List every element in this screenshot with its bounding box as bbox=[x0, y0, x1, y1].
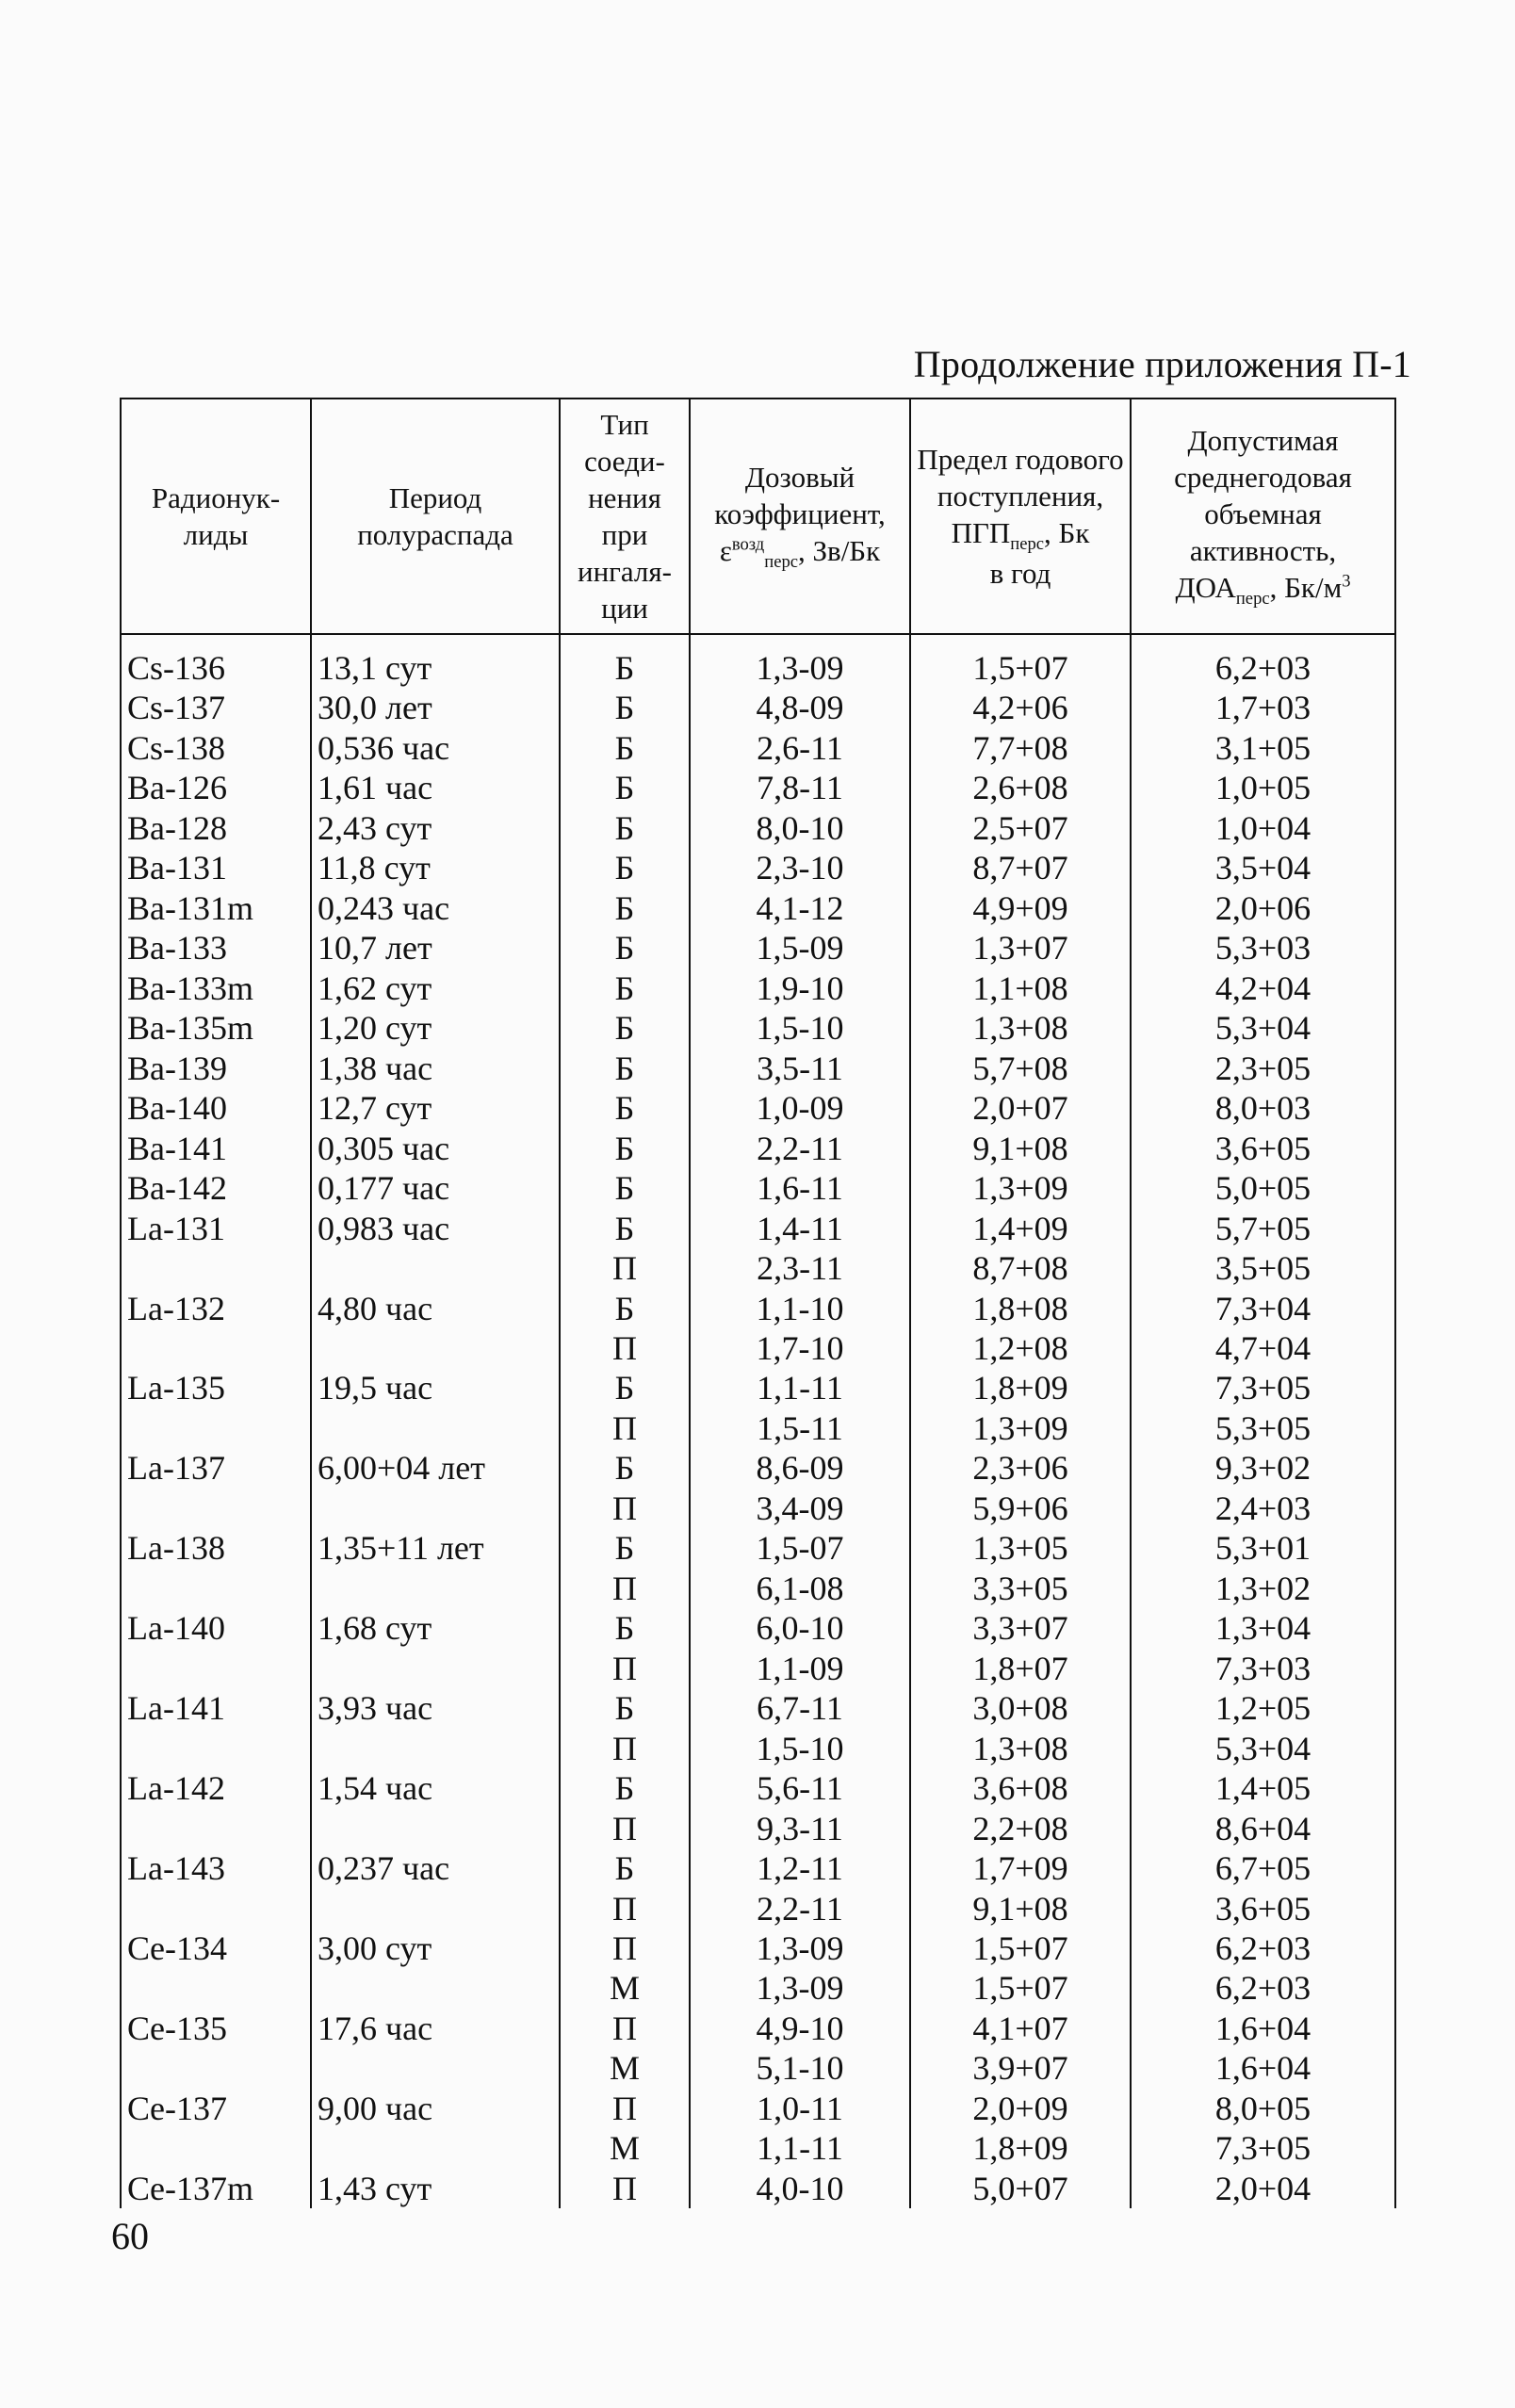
header-half-life: Период полураспада bbox=[311, 399, 560, 634]
compound-type-cell: Б bbox=[560, 1129, 690, 1168]
compound-type-cell: Б bbox=[560, 1688, 690, 1728]
allowed-activity-cell: 3,6+05 bbox=[1131, 1889, 1395, 1928]
half-life-cell: 10,7 лет bbox=[311, 928, 560, 968]
dose-coefficient-cell: 1,6-11 bbox=[690, 1168, 910, 1208]
half-life-cell: 17,6 час bbox=[311, 2009, 560, 2048]
compound-type-cell: М bbox=[560, 2128, 690, 2168]
nuclide-cell: Ce-134 bbox=[121, 1928, 311, 1968]
intake-limit-cell: 4,2+06 bbox=[910, 688, 1131, 727]
dose-coefficient-cell: 3,5-11 bbox=[690, 1049, 910, 1088]
compound-type-cell: Б bbox=[560, 1448, 690, 1488]
allowed-activity-cell: 3,6+05 bbox=[1131, 1129, 1395, 1168]
compound-type-cell: М bbox=[560, 2048, 690, 2088]
nuclide-cell bbox=[121, 1889, 311, 1928]
compound-type-cell: П bbox=[560, 1649, 690, 1688]
table-row bbox=[121, 1968, 1395, 2008]
table-row bbox=[121, 2128, 1395, 2168]
half-life-cell bbox=[311, 1489, 560, 1528]
intake-limit-cell: 5,7+08 bbox=[910, 1049, 1131, 1088]
table-row bbox=[121, 1408, 1395, 1448]
table-header bbox=[121, 399, 1395, 634]
compound-type-cell: П bbox=[560, 1408, 690, 1448]
half-life-cell: 1,61 час bbox=[311, 768, 560, 807]
nuclide-cell: Ba-128 bbox=[121, 808, 311, 848]
intake-limit-cell: 2,2+08 bbox=[910, 1809, 1131, 1848]
allowed-activity-cell: 3,5+04 bbox=[1131, 848, 1395, 887]
half-life-cell bbox=[311, 1569, 560, 1608]
dose-coefficient-cell: 6,7-11 bbox=[690, 1688, 910, 1728]
allowed-activity-cell: 2,0+06 bbox=[1131, 888, 1395, 928]
table-row bbox=[121, 808, 1395, 848]
table-row bbox=[121, 1928, 1395, 1968]
allowed-activity-cell: 7,3+05 bbox=[1131, 1368, 1395, 1407]
allowed-activity-cell: 9,3+02 bbox=[1131, 1448, 1395, 1488]
doa-header-sub: перс bbox=[1235, 589, 1270, 610]
dose-coefficient-cell: 3,4-09 bbox=[690, 1489, 910, 1528]
half-life-cell bbox=[311, 1729, 560, 1768]
compound-type-cell: Б bbox=[560, 1008, 690, 1048]
allowed-activity-cell: 1,6+04 bbox=[1131, 2009, 1395, 2048]
allowed-activity-cell: 2,4+03 bbox=[1131, 1489, 1395, 1528]
nuclide-cell bbox=[121, 1809, 311, 1848]
intake-limit-cell: 1,5+07 bbox=[910, 634, 1131, 688]
allowed-activity-cell: 6,2+03 bbox=[1131, 634, 1395, 688]
nuclide-cell: La-142 bbox=[121, 1768, 311, 1808]
allowed-activity-cell: 4,2+04 bbox=[1131, 968, 1395, 1008]
half-life-cell: 1,43 сут bbox=[311, 2169, 560, 2208]
table-row bbox=[121, 1368, 1395, 1407]
dose-coefficient-cell: 1,4-11 bbox=[690, 1209, 910, 1248]
allowed-activity-cell: 7,3+05 bbox=[1131, 2128, 1395, 2168]
half-life-cell bbox=[311, 1328, 560, 1368]
limit-header-sub: перс bbox=[1010, 533, 1045, 554]
nuclide-cell: Ba-135m bbox=[121, 1008, 311, 1048]
table-row bbox=[121, 1569, 1395, 1608]
allowed-activity-cell: 1,3+04 bbox=[1131, 1608, 1395, 1648]
table-row bbox=[121, 1489, 1395, 1528]
nuclide-cell: La-131 bbox=[121, 1209, 311, 1248]
allowed-activity-cell: 7,3+04 bbox=[1131, 1289, 1395, 1328]
compound-type-cell: П bbox=[560, 2169, 690, 2208]
nuclide-cell bbox=[121, 1569, 311, 1608]
compound-type-cell: П bbox=[560, 1328, 690, 1368]
allowed-activity-cell: 7,3+03 bbox=[1131, 1649, 1395, 1688]
allowed-activity-cell: 6,2+03 bbox=[1131, 1968, 1395, 2008]
allowed-activity-cell: 1,6+04 bbox=[1131, 2048, 1395, 2088]
intake-limit-cell: 1,8+09 bbox=[910, 1368, 1131, 1407]
table-caption: Продолжение приложения П-1 bbox=[913, 343, 1411, 385]
table-row bbox=[121, 1848, 1395, 1888]
allowed-activity-cell: 1,4+05 bbox=[1131, 1768, 1395, 1808]
nuclide-cell: Ba-131 bbox=[121, 848, 311, 887]
limit-header-tail: в год bbox=[989, 557, 1051, 591]
nuclide-cell: Ba-126 bbox=[121, 768, 311, 807]
nuclide-cell: Ba-140 bbox=[121, 1088, 311, 1128]
intake-limit-cell: 5,0+07 bbox=[910, 2169, 1131, 2208]
dose-coefficient-cell: 2,6-11 bbox=[690, 728, 910, 768]
allowed-activity-cell: 5,3+03 bbox=[1131, 928, 1395, 968]
nuclide-cell: Cs-136 bbox=[121, 634, 311, 688]
compound-type-cell: Б bbox=[560, 1289, 690, 1328]
dose-header-sup: возд bbox=[731, 534, 765, 555]
compound-type-cell: М bbox=[560, 1968, 690, 2008]
intake-limit-cell: 8,7+07 bbox=[910, 848, 1131, 887]
half-life-cell: 1,38 час bbox=[311, 1049, 560, 1088]
intake-limit-cell: 3,3+05 bbox=[910, 1569, 1131, 1608]
table-row bbox=[121, 728, 1395, 768]
limit-header-main: Предел годового поступления, bbox=[917, 442, 1124, 513]
nuclide-cell: Cs-137 bbox=[121, 688, 311, 727]
table-row bbox=[121, 1608, 1395, 1648]
allowed-activity-cell: 1,7+03 bbox=[1131, 688, 1395, 727]
half-life-cell: 19,5 час bbox=[311, 1368, 560, 1407]
intake-limit-cell: 1,7+09 bbox=[910, 1848, 1131, 1888]
intake-limit-cell: 1,4+09 bbox=[910, 1209, 1131, 1248]
half-life-cell: 13,1 сут bbox=[311, 634, 560, 688]
intake-limit-cell: 1,3+07 bbox=[910, 928, 1131, 968]
table-row bbox=[121, 1289, 1395, 1328]
half-life-cell bbox=[311, 1408, 560, 1448]
dose-coefficient-cell: 1,7-10 bbox=[690, 1328, 910, 1368]
intake-limit-cell: 1,3+08 bbox=[910, 1729, 1131, 1768]
nuclide-cell: La-140 bbox=[121, 1608, 311, 1648]
allowed-activity-cell: 3,1+05 bbox=[1131, 728, 1395, 768]
compound-type-cell: Б bbox=[560, 1768, 690, 1808]
intake-limit-cell: 3,3+07 bbox=[910, 1608, 1131, 1648]
allowed-activity-cell: 5,3+04 bbox=[1131, 1729, 1395, 1768]
dose-coefficient-cell: 1,5-11 bbox=[690, 1408, 910, 1448]
nuclide-cell: Ba-142 bbox=[121, 1168, 311, 1208]
table-row bbox=[121, 1809, 1395, 1848]
nuclide-cell bbox=[121, 2128, 311, 2168]
dose-coefficient-cell: 1,3-09 bbox=[690, 1968, 910, 2008]
compound-type-cell: Б bbox=[560, 1168, 690, 1208]
table-row bbox=[121, 1448, 1395, 1488]
table-row bbox=[121, 848, 1395, 887]
nuclide-cell: La-143 bbox=[121, 1848, 311, 1888]
compound-type-cell: Б bbox=[560, 888, 690, 928]
header-compound-type: Тип соеди-нения при ингаля-ции bbox=[560, 399, 690, 634]
table-row bbox=[121, 688, 1395, 727]
table-row bbox=[121, 928, 1395, 968]
half-life-cell: 9,00 час bbox=[311, 2089, 560, 2128]
intake-limit-cell: 1,2+08 bbox=[910, 1328, 1131, 1368]
table-row bbox=[121, 1129, 1395, 1168]
dose-coefficient-cell: 2,3-10 bbox=[690, 848, 910, 887]
half-life-cell: 6,00+04 лет bbox=[311, 1448, 560, 1488]
dose-coefficient-cell: 9,3-11 bbox=[690, 1809, 910, 1848]
nuclide-cell bbox=[121, 1649, 311, 1688]
half-life-cell: 0,243 час bbox=[311, 888, 560, 928]
dose-coefficient-cell: 1,9-10 bbox=[690, 968, 910, 1008]
compound-type-cell: П bbox=[560, 2009, 690, 2048]
dose-header-main: Дозовый коэффициент, bbox=[714, 461, 886, 531]
dose-coefficient-cell: 1,5-10 bbox=[690, 1008, 910, 1048]
nuclide-cell: La-137 bbox=[121, 1448, 311, 1488]
compound-type-cell: Б bbox=[560, 1088, 690, 1128]
nuclide-cell: La-135 bbox=[121, 1368, 311, 1407]
dose-coefficient-cell: 8,0-10 bbox=[690, 808, 910, 848]
half-life-cell bbox=[311, 1649, 560, 1688]
compound-type-cell: Б bbox=[560, 728, 690, 768]
nuclide-cell: Ba-131m bbox=[121, 888, 311, 928]
nuclide-cell: La-141 bbox=[121, 1688, 311, 1728]
table-row bbox=[121, 888, 1395, 928]
compound-type-cell: Б bbox=[560, 968, 690, 1008]
compound-type-cell: П bbox=[560, 1569, 690, 1608]
intake-limit-cell: 3,0+08 bbox=[910, 1688, 1131, 1728]
half-life-cell: 1,20 сут bbox=[311, 1008, 560, 1048]
dose-coefficient-cell: 5,6-11 bbox=[690, 1768, 910, 1808]
allowed-activity-cell: 5,3+01 bbox=[1131, 1528, 1395, 1568]
doa-header-abbr: ДОА bbox=[1175, 571, 1236, 605]
table-row bbox=[121, 1729, 1395, 1768]
radionuclide-table bbox=[120, 398, 1396, 2208]
dose-coefficient-cell: 4,0-10 bbox=[690, 2169, 910, 2208]
dose-header-eps: ε bbox=[719, 534, 732, 568]
dose-coefficient-cell: 1,1-11 bbox=[690, 2128, 910, 2168]
nuclide-cell: Cs-138 bbox=[121, 728, 311, 768]
allowed-activity-cell: 8,0+05 bbox=[1131, 2089, 1395, 2128]
dose-coefficient-cell: 4,8-09 bbox=[690, 688, 910, 727]
allowed-activity-cell: 1,2+05 bbox=[1131, 1688, 1395, 1728]
nuclide-cell: Ba-139 bbox=[121, 1049, 311, 1088]
table-row bbox=[121, 1088, 1395, 1128]
nuclide-cell: Ba-141 bbox=[121, 1129, 311, 1168]
intake-limit-cell: 7,7+08 bbox=[910, 728, 1131, 768]
table-row bbox=[121, 1168, 1395, 1208]
table-row bbox=[121, 768, 1395, 807]
compound-type-cell: Б bbox=[560, 768, 690, 807]
intake-limit-cell: 4,1+07 bbox=[910, 2009, 1131, 2048]
table-row bbox=[121, 2089, 1395, 2128]
dose-coefficient-cell: 1,1-09 bbox=[690, 1649, 910, 1688]
half-life-cell: 2,43 сут bbox=[311, 808, 560, 848]
half-life-cell: 1,54 час bbox=[311, 1768, 560, 1808]
intake-limit-cell: 2,5+07 bbox=[910, 808, 1131, 848]
allowed-activity-cell: 1,0+05 bbox=[1131, 768, 1395, 807]
dose-coefficient-cell: 1,5-10 bbox=[690, 1729, 910, 1768]
compound-type-cell: П bbox=[560, 2089, 690, 2128]
half-life-cell bbox=[311, 1889, 560, 1928]
dose-coefficient-cell: 5,1-10 bbox=[690, 2048, 910, 2088]
header-annual-intake-limit bbox=[910, 399, 1131, 634]
compound-type-cell: Б bbox=[560, 634, 690, 688]
intake-limit-cell: 2,6+08 bbox=[910, 768, 1131, 807]
dose-coefficient-cell: 1,5-07 bbox=[690, 1528, 910, 1568]
intake-limit-cell: 1,8+08 bbox=[910, 1289, 1131, 1328]
intake-limit-cell: 1,5+07 bbox=[910, 1928, 1131, 1968]
allowed-activity-cell: 5,7+05 bbox=[1131, 1209, 1395, 1248]
compound-type-cell: П bbox=[560, 1248, 690, 1288]
nuclide-cell: Ba-133 bbox=[121, 928, 311, 968]
intake-limit-cell: 2,3+06 bbox=[910, 1448, 1131, 1488]
half-life-cell: 3,00 сут bbox=[311, 1928, 560, 1968]
intake-limit-cell: 9,1+08 bbox=[910, 1129, 1131, 1168]
compound-type-cell: Б bbox=[560, 688, 690, 727]
intake-limit-cell: 1,3+05 bbox=[910, 1528, 1131, 1568]
allowed-activity-cell: 8,6+04 bbox=[1131, 1809, 1395, 1848]
allowed-activity-cell: 6,7+05 bbox=[1131, 1848, 1395, 1888]
half-life-cell: 0,177 час bbox=[311, 1168, 560, 1208]
allowed-activity-cell: 1,3+02 bbox=[1131, 1569, 1395, 1608]
compound-type-cell: Б bbox=[560, 1608, 690, 1648]
compound-type-cell: П bbox=[560, 1889, 690, 1928]
allowed-activity-cell: 1,0+04 bbox=[1131, 808, 1395, 848]
table-row bbox=[121, 1248, 1395, 1288]
table-row bbox=[121, 1688, 1395, 1728]
doa-header-sup: 3 bbox=[1342, 571, 1351, 592]
header-allowed-activity bbox=[1131, 399, 1395, 634]
table-row bbox=[121, 634, 1395, 688]
allowed-activity-cell: 2,3+05 bbox=[1131, 1049, 1395, 1088]
half-life-cell: 0,983 час bbox=[311, 1209, 560, 1248]
compound-type-cell: П bbox=[560, 1928, 690, 1968]
dose-coefficient-cell: 1,0-09 bbox=[690, 1088, 910, 1128]
nuclide-cell: Ce-135 bbox=[121, 2009, 311, 2048]
compound-type-cell: П bbox=[560, 1729, 690, 1768]
table-row bbox=[121, 2048, 1395, 2088]
compound-type-cell: Б bbox=[560, 1209, 690, 1248]
dose-coefficient-cell: 2,3-11 bbox=[690, 1248, 910, 1288]
table-row bbox=[121, 1049, 1395, 1088]
half-life-cell bbox=[311, 1968, 560, 2008]
half-life-cell: 12,7 сут bbox=[311, 1088, 560, 1128]
dose-coefficient-cell: 4,1-12 bbox=[690, 888, 910, 928]
half-life-cell: 0,536 час bbox=[311, 728, 560, 768]
table-row bbox=[121, 968, 1395, 1008]
nuclide-cell: La-132 bbox=[121, 1289, 311, 1328]
half-life-cell bbox=[311, 2128, 560, 2168]
table-row bbox=[121, 1768, 1395, 1808]
table-row bbox=[121, 2009, 1395, 2048]
nuclide-cell: Ce-137 bbox=[121, 2089, 311, 2128]
dose-header-unit: , Зв/Бк bbox=[798, 534, 881, 568]
allowed-activity-cell: 5,0+05 bbox=[1131, 1168, 1395, 1208]
table-row bbox=[121, 1209, 1395, 1248]
dose-coefficient-cell: 1,1-10 bbox=[690, 1289, 910, 1328]
intake-limit-cell: 1,5+07 bbox=[910, 1968, 1131, 2008]
half-life-cell: 4,80 час bbox=[311, 1289, 560, 1328]
half-life-cell: 30,0 лет bbox=[311, 688, 560, 727]
allowed-activity-cell: 6,2+03 bbox=[1131, 1928, 1395, 1968]
dose-coefficient-cell: 6,0-10 bbox=[690, 1608, 910, 1648]
doa-header-main: Допустимая среднегодовая объемная активность, bbox=[1174, 424, 1352, 568]
intake-limit-cell: 2,0+07 bbox=[910, 1088, 1131, 1128]
nuclide-cell bbox=[121, 1408, 311, 1448]
limit-header-unit: , Бк bbox=[1044, 515, 1090, 549]
half-life-cell bbox=[311, 2048, 560, 2088]
intake-limit-cell: 3,9+07 bbox=[910, 2048, 1131, 2088]
dose-coefficient-cell: 1,3-09 bbox=[690, 1928, 910, 1968]
nuclide-cell bbox=[121, 1489, 311, 1528]
compound-type-cell: Б bbox=[560, 1049, 690, 1088]
table-body bbox=[121, 634, 1395, 2208]
dose-coefficient-cell: 8,6-09 bbox=[690, 1448, 910, 1488]
nuclide-cell: La-138 bbox=[121, 1528, 311, 1568]
intake-limit-cell: 9,1+08 bbox=[910, 1889, 1131, 1928]
dose-coefficient-cell: 7,8-11 bbox=[690, 768, 910, 807]
intake-limit-cell: 1,8+09 bbox=[910, 2128, 1131, 2168]
intake-limit-cell: 1,1+08 bbox=[910, 968, 1131, 1008]
table-row bbox=[121, 2169, 1395, 2208]
dose-coefficient-cell: 1,1-11 bbox=[690, 1368, 910, 1407]
nuclide-cell bbox=[121, 1729, 311, 1768]
compound-type-cell: Б bbox=[560, 928, 690, 968]
dose-coefficient-cell: 1,2-11 bbox=[690, 1848, 910, 1888]
doa-header-unit: , Бк/м bbox=[1269, 571, 1343, 605]
allowed-activity-cell: 2,0+04 bbox=[1131, 2169, 1395, 2208]
intake-limit-cell: 8,7+08 bbox=[910, 1248, 1131, 1288]
half-life-cell: 1,35+11 лет bbox=[311, 1528, 560, 1568]
nuclide-cell bbox=[121, 1248, 311, 1288]
intake-limit-cell: 3,6+08 bbox=[910, 1768, 1131, 1808]
compound-type-cell: Б bbox=[560, 808, 690, 848]
header-dose-coefficient bbox=[690, 399, 910, 634]
dose-coefficient-cell: 1,3-09 bbox=[690, 634, 910, 688]
page-number: 60 bbox=[111, 2215, 149, 2257]
intake-limit-cell: 1,3+09 bbox=[910, 1408, 1131, 1448]
table-row bbox=[121, 1649, 1395, 1688]
limit-header-abbr: ПГП bbox=[951, 515, 1011, 549]
table-row bbox=[121, 1528, 1395, 1568]
intake-limit-cell: 2,0+09 bbox=[910, 2089, 1131, 2128]
half-life-cell: 1,62 сут bbox=[311, 968, 560, 1008]
nuclide-cell bbox=[121, 1328, 311, 1368]
header-nuclide: Радионук-лиды bbox=[121, 399, 311, 634]
compound-type-cell: П bbox=[560, 1809, 690, 1848]
dose-header-sub: перс bbox=[764, 552, 799, 573]
half-life-cell: 0,305 час bbox=[311, 1129, 560, 1168]
intake-limit-cell: 5,9+06 bbox=[910, 1489, 1131, 1528]
compound-type-cell: П bbox=[560, 1489, 690, 1528]
compound-type-cell: Б bbox=[560, 848, 690, 887]
half-life-cell: 11,8 сут bbox=[311, 848, 560, 887]
compound-type-cell: Б bbox=[560, 1368, 690, 1407]
nuclide-cell bbox=[121, 2048, 311, 2088]
intake-limit-cell: 1,3+08 bbox=[910, 1008, 1131, 1048]
intake-limit-cell: 1,8+07 bbox=[910, 1649, 1131, 1688]
dose-coefficient-cell: 1,0-11 bbox=[690, 2089, 910, 2128]
dose-coefficient-cell: 1,5-09 bbox=[690, 928, 910, 968]
allowed-activity-cell: 4,7+04 bbox=[1131, 1328, 1395, 1368]
allowed-activity-cell: 8,0+03 bbox=[1131, 1088, 1395, 1128]
half-life-cell bbox=[311, 1248, 560, 1288]
allowed-activity-cell: 5,3+05 bbox=[1131, 1408, 1395, 1448]
half-life-cell: 3,93 час bbox=[311, 1688, 560, 1728]
half-life-cell: 1,68 сут bbox=[311, 1608, 560, 1648]
dose-coefficient-cell: 2,2-11 bbox=[690, 1889, 910, 1928]
allowed-activity-cell: 5,3+04 bbox=[1131, 1008, 1395, 1048]
dose-coefficient-cell: 6,1-08 bbox=[690, 1569, 910, 1608]
table-row bbox=[121, 1889, 1395, 1928]
dose-coefficient-cell: 4,9-10 bbox=[690, 2009, 910, 2048]
compound-type-cell: Б bbox=[560, 1528, 690, 1568]
allowed-activity-cell: 3,5+05 bbox=[1131, 1248, 1395, 1288]
compound-type-cell: Б bbox=[560, 1848, 690, 1888]
nuclide-cell: Ce-137m bbox=[121, 2169, 311, 2208]
half-life-cell bbox=[311, 1809, 560, 1848]
nuclide-cell bbox=[121, 1968, 311, 2008]
table-row bbox=[121, 1328, 1395, 1368]
intake-limit-cell: 1,3+09 bbox=[910, 1168, 1131, 1208]
table-row bbox=[121, 1008, 1395, 1048]
dose-coefficient-cell: 2,2-11 bbox=[690, 1129, 910, 1168]
half-life-cell: 0,237 час bbox=[311, 1848, 560, 1888]
nuclide-cell: Ba-133m bbox=[121, 968, 311, 1008]
intake-limit-cell: 4,9+09 bbox=[910, 888, 1131, 928]
